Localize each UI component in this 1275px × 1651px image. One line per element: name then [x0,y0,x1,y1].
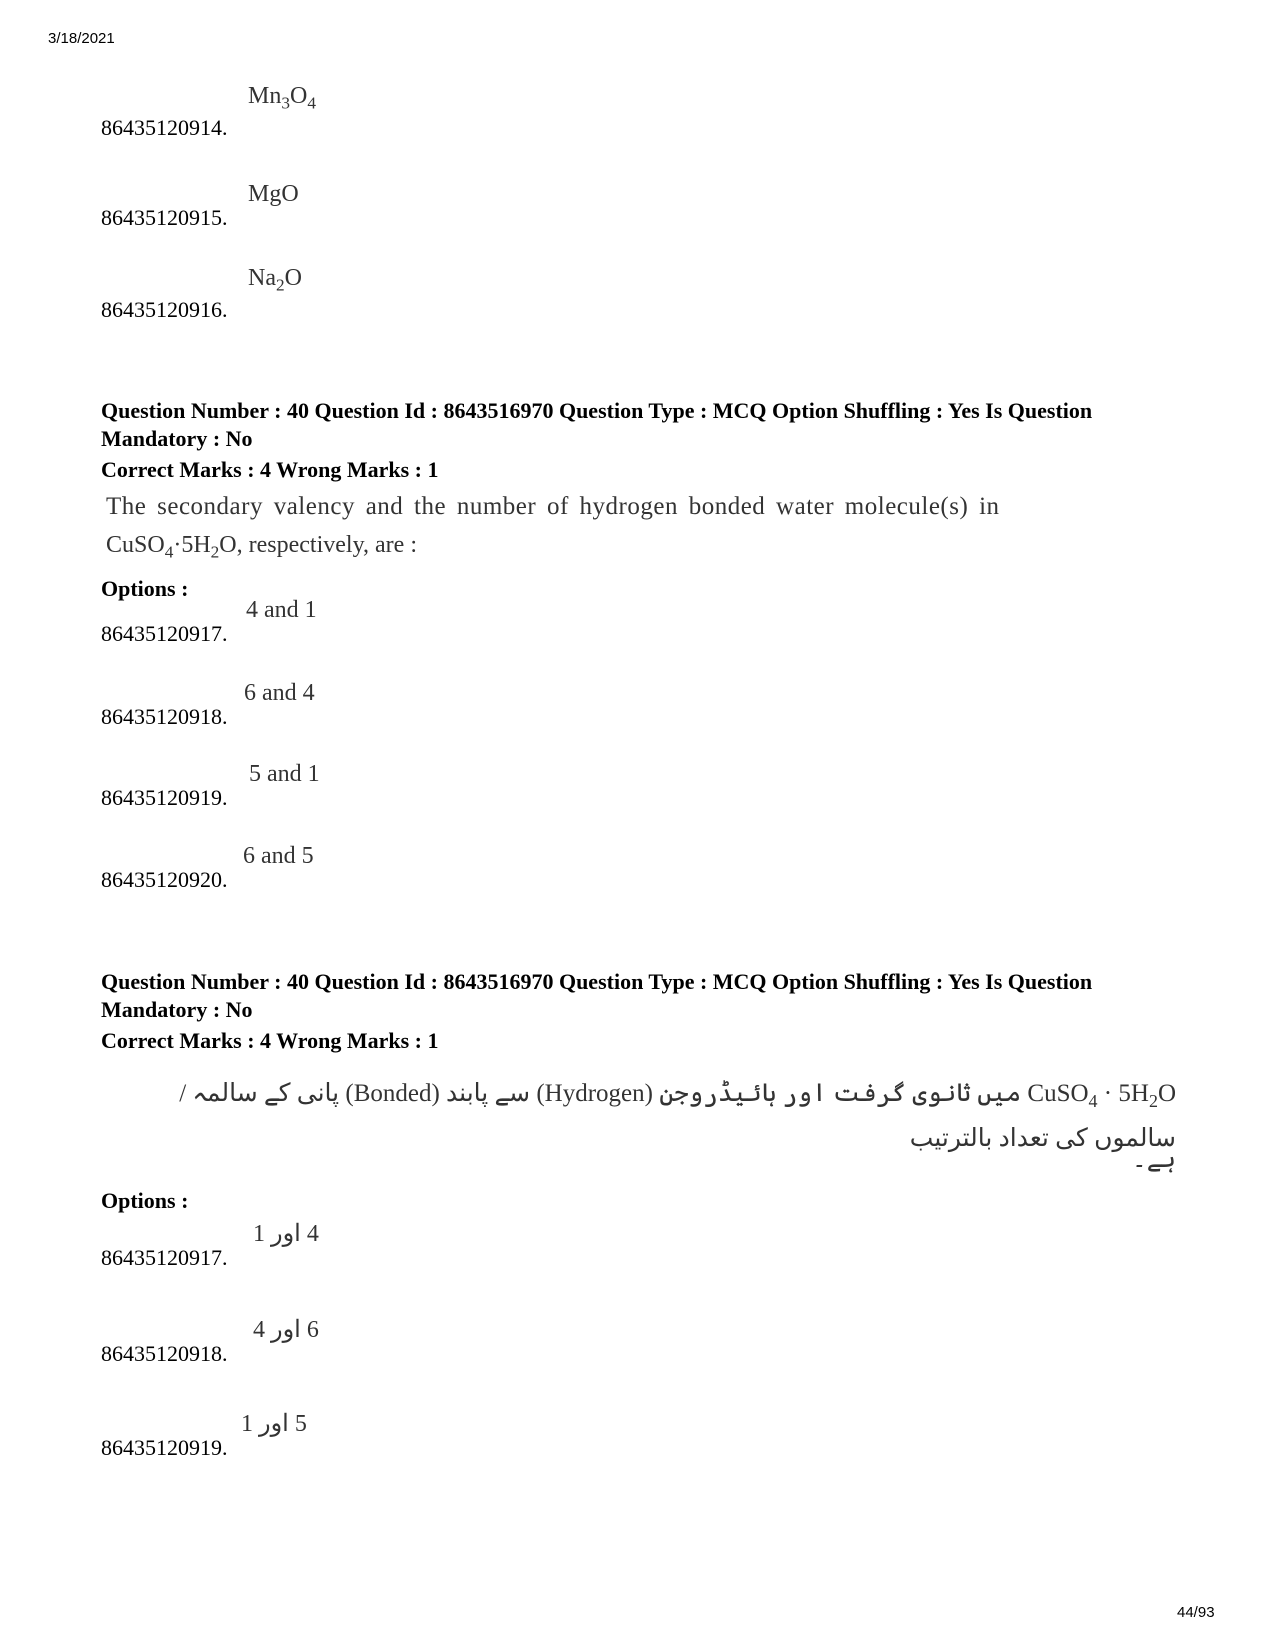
option-id: 86435120917. [101,1245,228,1270]
options-label: Options : [101,1188,189,1213]
option-row[interactable] [101,1210,701,1270]
question-header: Question Number : 40 Question Id : 8643516970 Question Type : MCQ Option Shuffling : Yes Is Question Mandatory : No [101,398,1093,451]
option-formula: $Na_2O$ [248,265,302,295]
option-text: 5 and 1 [249,761,320,787]
question-header: Question Number : 40 Question Id : 8643516970 Question Type : MCQ Option Shuffling : Yes Is Question Mandatory : No [101,969,1093,1022]
option-row[interactable] [101,669,701,729]
option-id: 86435120920. [101,867,228,892]
option-text: 4 and 1 [246,597,317,623]
option-id: 86435120919. [101,1435,228,1460]
option-row[interactable] [101,586,701,646]
question-marks: Correct Marks : 4 Wrong Marks : 1 [101,1028,439,1053]
option-id: 86435120918. [101,1341,228,1366]
option-id: 86435120916. [101,297,228,322]
option-id: 86435120917. [101,621,228,646]
option-row[interactable] [101,1306,701,1366]
option-row[interactable] [101,170,701,230]
option-formula: $Mn_3O_4$ [248,83,316,113]
option-text: 6 and 4 [244,680,315,706]
option-id: 86435120915. [101,205,228,230]
option-text: 5 اور 1 [241,1411,307,1437]
options-label: Options : [101,576,189,601]
question-formula: CuSO$_4$ · $5H_2O$ [1027,1080,1176,1111]
question-text-line: میں ثانوی گرفت اور ہائیڈروجن (Hydrogen) سے پابند (Bonded) پانی کے سالمہ / سالموں کی تعداد بالترتیب [179,1080,1176,1152]
option-text: 4 اور 1 [253,1221,319,1247]
option-id: 86435120919. [101,785,228,810]
option-row[interactable] [101,80,701,140]
question-text [106,488,1176,572]
option-id: 86435120918. [101,704,228,729]
option-id: 86435120914. [101,115,228,140]
question-text-line: ہے۔ [1132,1146,1176,1173]
page-number: 44/93 [1177,1604,1215,1621]
option-text: 6 اور 4 [253,1317,319,1343]
question-marks: Correct Marks : 4 Wrong Marks : 1 [101,457,439,482]
option-row[interactable] [101,262,701,322]
question-text-line: The secondary valency and the number of hydrogen bonded water molecule(s) in [106,493,1000,520]
option-formula: MgO [248,181,299,207]
option-text: 6 and 5 [243,843,314,869]
print-date: 3/18/2021 [48,30,115,47]
option-row[interactable] [101,832,701,892]
option-row[interactable] [101,1400,701,1460]
question-text-line: $CuSO_4\cdot 5H_2O$, respectively, are : [106,532,417,562]
option-row[interactable] [101,750,701,810]
